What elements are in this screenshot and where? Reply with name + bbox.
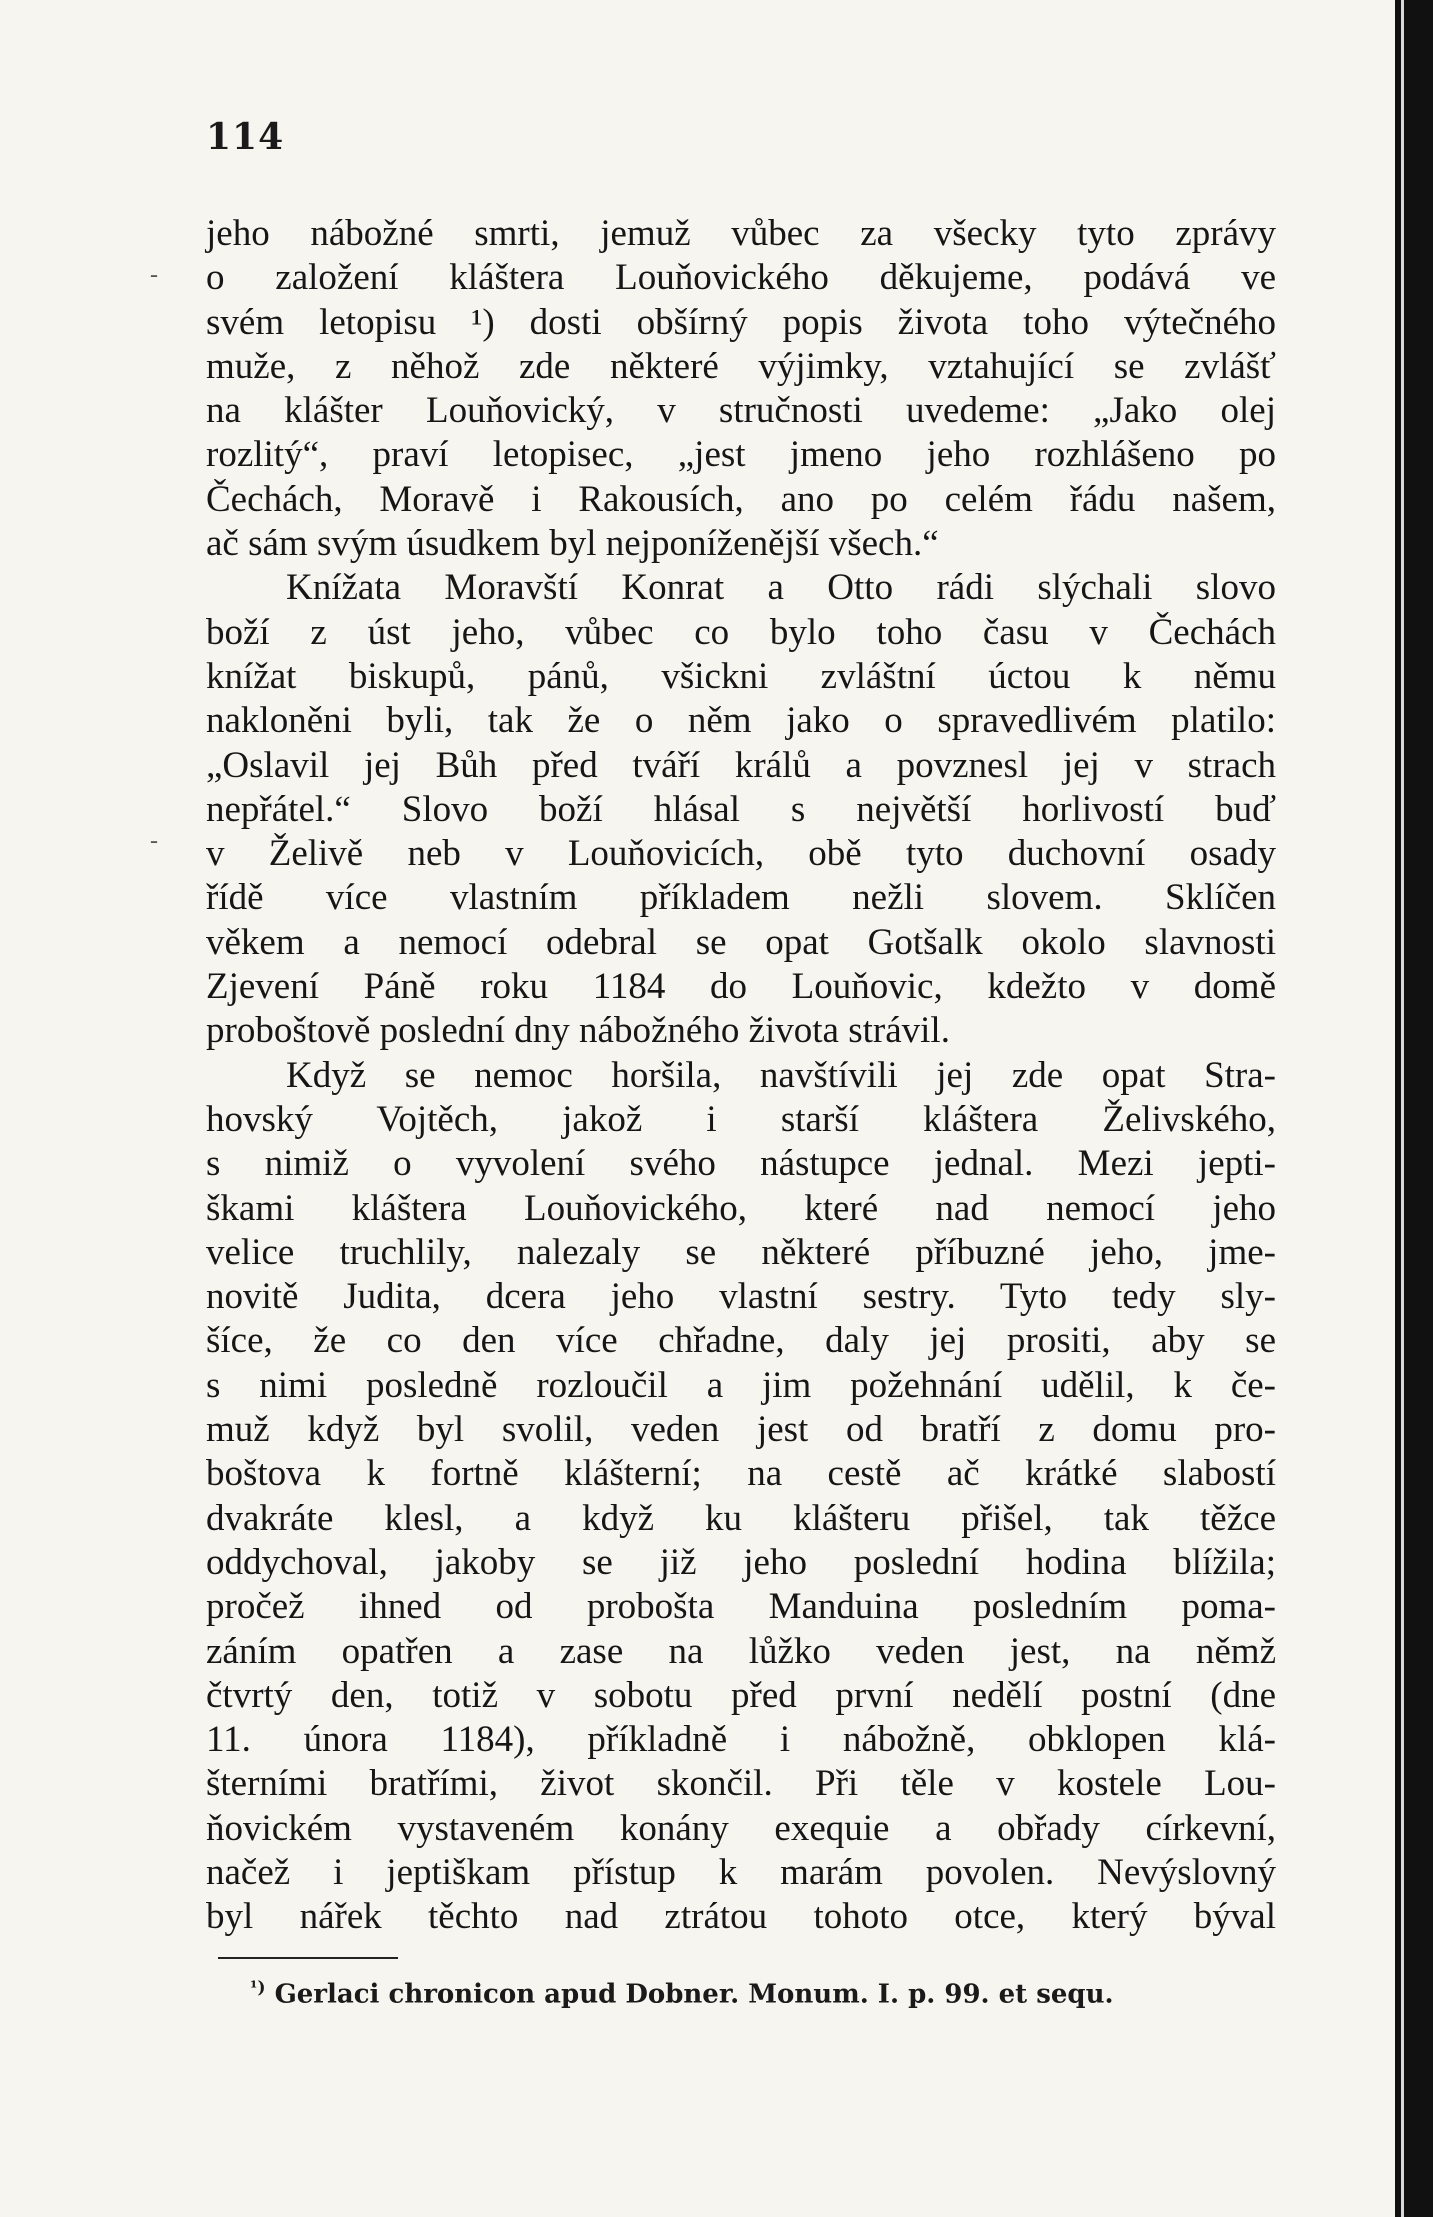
text-line: v Želivě neb v Louňovicích, obě tyto duchovní osady: [206, 833, 1276, 875]
footnote-marker: ¹): [250, 1978, 266, 1998]
margin-dash: -: [150, 828, 158, 854]
text-line: nakloněni byli, tak že o něm jako o spravedlivém platilo:: [206, 700, 1276, 742]
footnote: [250, 1978, 1114, 2010]
text-line: čtvrtý den, totiž v sobotu před první nedělí postní (dne: [206, 1674, 1276, 1716]
body-text: [206, 212, 1276, 1940]
page-number: 114: [206, 116, 285, 158]
text-line: boštova k fortně klášterní; na cestě ač krátké slabostí: [206, 1453, 1276, 1495]
text-line: velice truchlily, nalezaly se některé příbuzné jeho, jme-: [206, 1231, 1276, 1273]
text-line: načež i jeptiškam přístup k marám povolen. Nevýslovný: [206, 1851, 1276, 1893]
text-line: šíce, že co den více chřadne, daly jej prositi, aby se: [206, 1320, 1276, 1362]
text-line: s nimi posledně rozloučil a jim požehnání udělil, k če-: [206, 1364, 1276, 1406]
footnote-text: Gerlaci chronicon apud Dobner. Monum. I. p. 99. et sequ.: [274, 1979, 1114, 2010]
text-line: „Oslavil jej Bůh před tváří králů a povznesl jej v strach: [206, 744, 1276, 786]
text-line: muž když byl svolil, veden jest od bratří z domu pro-: [206, 1409, 1276, 1451]
text-line: šterními bratřími, život skončil. Při těle v kostele Lou-: [206, 1763, 1276, 1805]
text-line: na klášter Louňovický, v stručnosti uvedeme: „Jako olej: [206, 390, 1276, 432]
text-line: jeho nábožné smrti, jemuž vůbec za všecky tyto zprávy: [206, 213, 1276, 254]
text-line: řídě více vlastním příkladem nežli slovem. Sklíčen: [206, 877, 1276, 919]
text-line: s nimiž o vyvolení svého nástupce jednal. Mezi jepti-: [206, 1143, 1276, 1185]
scan-edge-strip: [1401, 0, 1404, 2217]
text-line: pročež ihned od probošta Manduina posledním poma-: [206, 1586, 1276, 1628]
text-line: škami kláštera Louňovického, které nad nemocí jeho: [206, 1187, 1276, 1229]
text-line: ač sám svým úsudkem byl nejponíženější všech.“: [206, 523, 939, 565]
text-line: Zjevení Páně roku 1184 do Louňovic, kdežto v domě: [206, 966, 1276, 1008]
text-line: věkem a nemocí odebral se opat Gotšalk okolo slavnosti: [206, 921, 1276, 963]
text-line: proboštově poslední dny nábožného života strávil.: [206, 1010, 950, 1052]
text-line: hovský Vojtěch, jakož i starší kláštera Želivského,: [206, 1098, 1276, 1140]
text-line: rozlitý“, praví letopisec, „jest jmeno jeho rozhlášeno po: [206, 434, 1276, 476]
text-line: byl nářek těchto nad ztrátou tohoto otce, který býval: [206, 1896, 1276, 1938]
text-line: boží z úst jeho, vůbec co bylo toho času v Čechách: [206, 611, 1276, 653]
margin-dash: -: [150, 262, 158, 288]
text-line: o založení kláštera Louňovického děkujeme, podává ve: [206, 257, 1276, 299]
text-line: novitě Judita, dcera jeho vlastní sestry. Tyto tedy sly-: [206, 1276, 1276, 1318]
text-line: oddychoval, jakoby se již jeho poslední hodina blížila;: [206, 1541, 1276, 1583]
text-line: knížat biskupů, pánů, všickni zvláštní úctou k němu: [206, 655, 1276, 697]
text-line: nepřátel.“ Slovo boží hlásal s největší horlivostí buď: [206, 788, 1276, 830]
text-line: svém letopisu ¹) dosti obšírný popis života toho výtečného: [206, 301, 1276, 343]
text-line: záním opatřen a zase na lůžko veden jest, na němž: [206, 1630, 1276, 1672]
text-line: Když se nemoc horšila, navštívili jej zde opat Stra-: [286, 1054, 1276, 1096]
text-line: 11. února 1184), příkladně i nábožně, obklopen klá-: [206, 1719, 1276, 1761]
scan-edge: [1395, 0, 1433, 2217]
text-line: dvakráte klesl, a když ku klášteru přišel, tak těžce: [206, 1497, 1276, 1539]
text-line: Čechách, Moravě i Rakousích, ano po celém řádu našem,: [206, 478, 1276, 520]
text-line: ňovickém vystaveném konány exequie a obřady církevní,: [206, 1807, 1276, 1849]
text-line: muže, z něhož zde některé výjimky, vztahující se zvlášť: [206, 345, 1276, 387]
text-line: Knížata Moravští Konrat a Otto rádi slýchali slovo: [286, 567, 1276, 609]
footnote-rule: [218, 1957, 398, 1959]
